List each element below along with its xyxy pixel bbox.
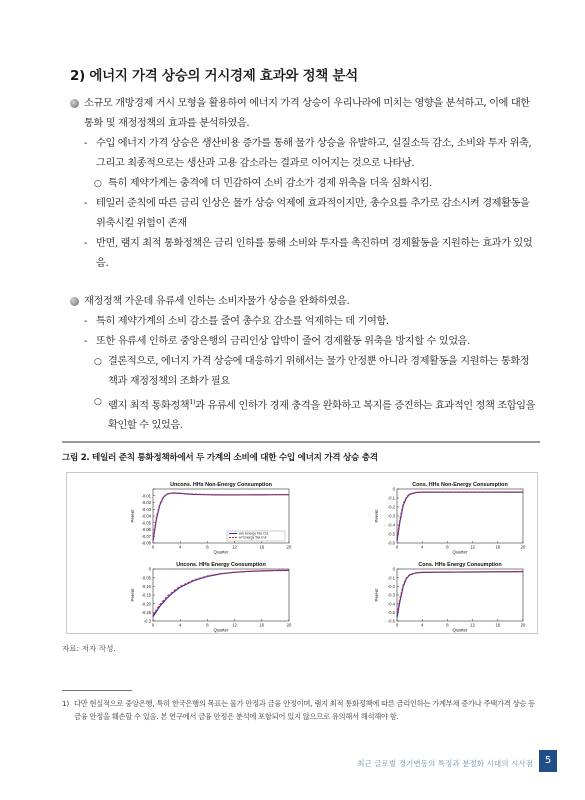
plot-frame <box>397 569 523 621</box>
item-text: 특히 제약가계의 소비 감소를 줄여 총수요 감소를 억제하는 데 기여함. <box>96 316 389 327</box>
circle-item <box>70 352 536 392</box>
x-axis-label: Quarter <box>213 627 229 633</box>
bullet-block-2 <box>70 292 536 436</box>
y-tick-label: 0 <box>392 566 395 572</box>
x-tick-label: 4 <box>179 544 182 550</box>
x-axis-label: Quarter <box>452 549 468 555</box>
main-bullet <box>70 94 536 134</box>
x-tick-label: 0 <box>395 622 399 628</box>
y-tick-label: -0.02 <box>141 500 151 506</box>
y-tick-label: -0.05 <box>141 575 151 581</box>
x-axis-label: Quarter <box>213 549 229 555</box>
footnote <box>62 697 540 723</box>
legend-label: w/ Energy Tax Cut <box>239 535 267 540</box>
y-tick-label: -0.03 <box>141 506 151 512</box>
y-tick-label: -0.10 <box>141 583 151 589</box>
x-tick-label: 12 <box>232 622 237 628</box>
x-tick-label: 0 <box>151 544 155 550</box>
item-text-cont: 과 유류세 인하가 경제 충격을 완화하고 복지를 증진하는 효과적인 정책 조합임을 확인할 수 있었음. <box>108 400 536 432</box>
dash-item <box>70 312 536 332</box>
y-tick-label: -0.4 <box>387 522 395 528</box>
item-text: 램지 최적 통화정책 <box>108 400 190 412</box>
figure-top-rule <box>62 441 540 443</box>
y-tick-label: -0.08 <box>141 540 151 546</box>
item-text: 반면, 램지 최적 통화정책은 금리 인하를 통해 소비와 투자를 촉진하며 경제활동을 지원하는 효과가 있었음. <box>96 238 533 269</box>
dash-marker: - <box>84 138 88 149</box>
item-text: 특히 제약가계는 충격에 더 민감하여 소비 감소가 경제 위축을 더욱 심화시킴. <box>108 178 432 189</box>
item-text: 테일러 준칙에 따른 금리 인상은 물가 상승 억제에 효과적이지만, 총수요를 추가로 감소시켜 경제활동을 위축시킬 위험이 존재 <box>96 198 530 229</box>
dash-item <box>70 234 536 274</box>
y-tick-label: -0.5 <box>387 609 395 615</box>
x-tick-label: 16 <box>259 544 265 550</box>
x-tick-label: 12 <box>470 544 475 550</box>
x-tick-label: 16 <box>495 622 501 628</box>
main-bullet-text: 소규모 개방경제 거시 모형을 활용하여 에너지 가격 상승이 우리나라에 미치는 영향을 분석하고, 이에 대한 통화 및 재정정책의 효과를 분석하였음. <box>84 98 530 129</box>
x-tick-label: 8 <box>206 622 209 628</box>
dash-marker: - <box>84 238 88 249</box>
x-tick-label: 20 <box>286 544 292 550</box>
chart-title: Cons. HHs Energy Consumption <box>418 562 502 568</box>
page-number: 5 <box>539 750 557 772</box>
x-tick-label: 8 <box>446 544 449 550</box>
figure-source: 자료: 저자 작성. <box>62 644 116 653</box>
item-text: 또한 유류세 인하로 중앙은행의 금리인상 압박이 줄어 경제활동 위축을 방지할 수 있었음. <box>96 336 470 347</box>
dash-marker: - <box>84 316 88 327</box>
section-title: 2) 에너지 가격 상승의 거시경제 효과와 정책 분석 <box>70 68 358 84</box>
y-tick-label: -0.5 <box>387 531 395 537</box>
y-axis-label: Perent <box>130 509 135 523</box>
main-bullet-text: 재정정책 가운데 유류세 인하는 소비자물가 상승을 완화하였음. <box>84 296 350 307</box>
y-tick-label: -0.07 <box>141 533 151 539</box>
y-tick-label: -0.6 <box>387 540 395 546</box>
y-tick-label: -0.3 <box>143 618 151 624</box>
sub-items <box>70 134 536 274</box>
x-tick-label: 4 <box>421 544 424 550</box>
bullet-icon <box>70 99 79 108</box>
x-tick-label: 20 <box>520 544 526 550</box>
chart-title: Cons. HHs Non-Energy Consumption <box>412 482 508 488</box>
y-tick-label: -0.4 <box>387 601 395 607</box>
x-tick-label: 0 <box>151 622 155 628</box>
circle-marker-icon: ○ <box>94 357 102 367</box>
x-tick-label: 20 <box>286 622 292 628</box>
y-tick-label: -0.05 <box>141 520 151 526</box>
y-tick-label: -0.06 <box>141 527 151 533</box>
x-tick-label: 4 <box>421 622 424 628</box>
x-tick-label: 20 <box>520 622 526 628</box>
dash-item <box>70 194 536 234</box>
x-tick-label: 16 <box>259 622 265 628</box>
footnote-rule <box>62 690 132 691</box>
bullet-block-1 <box>70 94 536 274</box>
circle-item <box>70 174 536 194</box>
circle-marker-icon: ○ <box>94 397 102 407</box>
x-tick-label: 16 <box>495 544 501 550</box>
y-axis-label: Perent <box>130 588 135 602</box>
main-bullet <box>70 292 536 312</box>
x-axis-label: Quarter <box>452 627 468 633</box>
item-text: 결론적으로, 에너지 가격 상승에 대응하기 위해서는 물가 안정뿐 아니라 경제활동을 지원하는 통화정책과 재정정책의 조화가 필요 <box>108 356 530 387</box>
x-tick-label: 8 <box>446 622 449 628</box>
plot-frame <box>397 489 523 543</box>
legend-label: w/o Energy Tax Cut <box>239 531 269 536</box>
y-tick-label: -0.1 <box>387 495 395 501</box>
x-tick-label: 12 <box>470 622 475 628</box>
item-text: 수입 에너지 가격 상승은 생산비용 증가를 통해 물가 상승을 유발하고, 실질소득 감소, 소비와 투자 위축, 그리고 최종적으로는 생산과 고용 감소라는 결과로 이어지는 것으로 나타남. <box>96 138 532 169</box>
y-axis-label: Perent <box>374 509 379 523</box>
y-tick-label: 0 <box>392 486 395 492</box>
x-tick-label: 0 <box>395 544 399 550</box>
y-tick-label: -0.04 <box>141 513 151 519</box>
y-tick-label: -0.20 <box>141 601 151 607</box>
dash-marker: - <box>84 198 88 209</box>
running-footer: 최근 글로벌 경기변동의 특징과 분절화 시대의 시사점 <box>357 759 533 768</box>
chart-title: Uncons. HHs Non-Energy Consumption <box>170 482 272 488</box>
y-tick-label: 0 <box>148 566 151 572</box>
y-tick-label: -0.01 <box>141 493 151 499</box>
figure-panel <box>66 472 538 634</box>
y-tick-label: -0.2 <box>387 504 395 510</box>
figure-charts <box>67 473 537 633</box>
y-tick-label: -0.3 <box>387 513 395 519</box>
circle-marker-icon: ○ <box>94 179 102 189</box>
y-tick-label: -0.6 <box>387 618 395 624</box>
footnote-ref[interactable]: 1) <box>189 398 196 406</box>
footnote-text: 다만 현실적으로 중앙은행, 특히 한국은행의 목표는 물가 안정과 금융 안정이며, 램지 최적 통화정책에 따른 금리인하는 가계부채 증가나 주택가격 상승 등 금융 안정을 훼손할 수 있음. 본 연구에서 금융 안정은 분석에 포함되어 있지 않으므로 유의해서 해석해야 함. <box>74 699 535 721</box>
y-tick-label: -0.25 <box>141 609 151 615</box>
chart-title: Uncons. HHs Energy Consumption <box>176 562 266 568</box>
y-tick-label: -0.15 <box>141 592 151 598</box>
dash-marker: - <box>84 336 88 347</box>
circle-item <box>70 392 536 436</box>
footnote-number: 1) <box>62 699 69 708</box>
y-tick-label: -0.3 <box>387 592 395 598</box>
x-tick-label: 8 <box>206 544 209 550</box>
y-tick-label: -0.2 <box>387 583 395 589</box>
x-tick-label: 12 <box>232 544 237 550</box>
x-tick-label: 4 <box>179 622 182 628</box>
dash-item <box>70 332 536 352</box>
y-tick-label: -0.1 <box>387 575 395 581</box>
y-axis-label: Perent <box>374 588 379 602</box>
bullet-icon <box>70 297 79 306</box>
sub-items <box>70 312 536 436</box>
plot-frame <box>153 569 289 621</box>
figure-caption: 그림 2. 테일러 준칙 통화정책하에서 두 가계의 소비에 대한 수입 에너지 가격 상승 충격 <box>62 453 378 463</box>
dash-item <box>70 134 536 174</box>
